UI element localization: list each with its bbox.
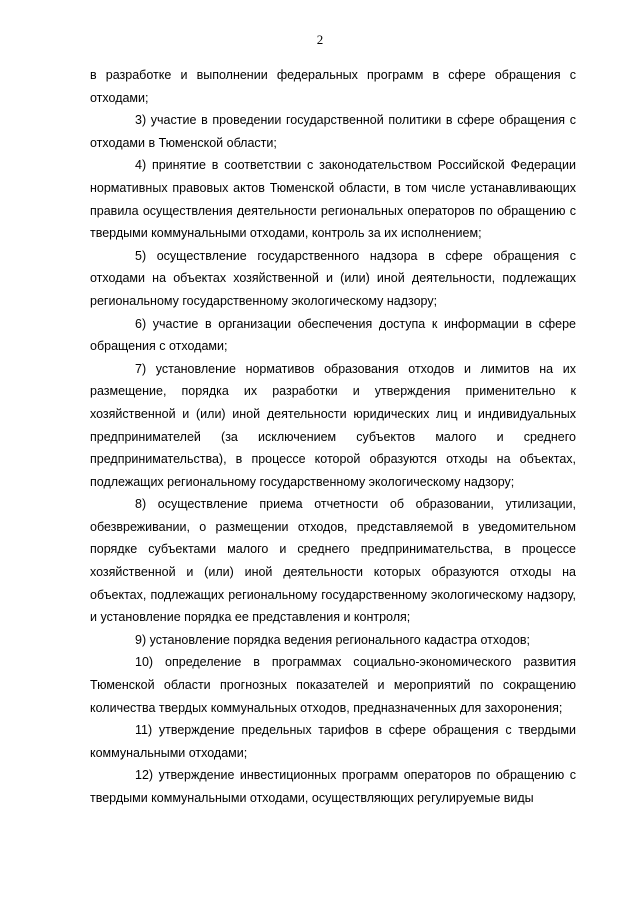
paragraph-continuation: в разработке и выполнении федеральных программ в сфере обращения с отходами; [90, 68, 576, 105]
paragraph-item-11: 11) утверждение предельных тарифов в сфере обращения с твердыми коммунальными отходами; [90, 723, 576, 760]
paragraph-item-12: 12) утверждение инвестиционных программ операторов по обращению с твердыми коммунальными отходами, осуществляющих регулируемые виды [90, 768, 576, 805]
page-number: 2 [316, 32, 324, 47]
paragraph-item-5: 5) осуществление государственного надзора в сфере обращения с отходами на объектах хозяйственной и (или) иной деятельности, подлежащих региональному государственному экологическому надзору; [90, 248, 576, 308]
paragraph-item-8: 8) осуществление приема отчетности об образовании, утилизации, обезвреживании, о размещении отходов, представляемой в уведомительном порядке субъектами малого и среднего предпринимательства, в процессе хозяйственной и (или) иной деятельности которых образуются отходы на объектах, подлежащих региональному государственному экологическому надзору, и установление порядка ее представления и контроля; [90, 497, 576, 625]
paragraph-item-9: 9) установление порядка ведения регионального кадастра отходов; [135, 632, 531, 647]
paragraph-item-10: 10) определение в программах социально-экономического развития Тюменской области прогнозных показателей и мероприятий по сокращению количества твердых коммунальных отходов, предназначенных для захоронения; [90, 655, 576, 715]
document-body [90, 64, 576, 810]
paragraph-item-6: 6) участие в организации обеспечения доступа к информации в сфере обращения с отходами; [90, 316, 576, 354]
paragraph-item-3: 3) участие в проведении государственной политики в сфере обращения с отходами в Тюменской области; [90, 113, 576, 150]
paragraph-item-7: 7) установление нормативов образования отходов и лимитов на их размещение, порядка их разработки и утверждения применительно к хозяйственной и (или) иной деятельности юридических лиц и индивидуальных предпринимателей (за исключением субъектов малого и среднего предпринимательства), в процессе которой образуются отходы на объектах, подлежащих региональному государственному экологическому надзору; [90, 361, 576, 489]
paragraph-item-4: 4) принятие в соответствии с законодательством Российской Федерации нормативных правовых актов Тюменской области, в том числе устанавливающих правила осуществления деятельности региональных операторов по обращению с твердыми коммунальными отходами, контроль за их исполнением; [90, 158, 576, 241]
